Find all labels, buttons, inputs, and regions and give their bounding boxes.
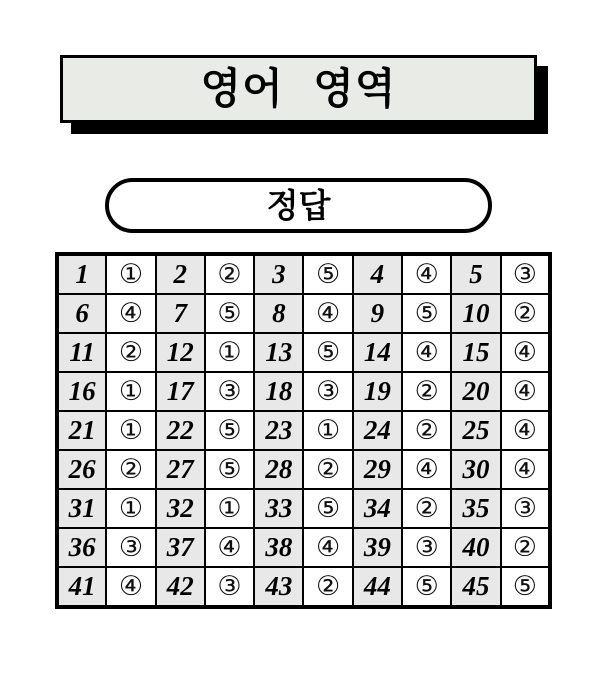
question-number-cell: 20	[451, 372, 500, 411]
answer-choice-cell: ④	[402, 254, 451, 294]
answer-choice-cell: ④	[303, 294, 352, 333]
answer-choice-cell: ④	[402, 333, 451, 372]
question-number-cell: 2	[156, 254, 205, 294]
answer-choice-cell: ②	[402, 372, 451, 411]
answer-choice-cell: ④	[501, 411, 550, 450]
answer-choice-cell: ②	[303, 450, 352, 489]
answer-choice-cell: ②	[303, 567, 352, 607]
answer-choice-cell: ①	[303, 411, 352, 450]
answer-choice-cell: ②	[402, 489, 451, 528]
question-number-cell: 26	[57, 450, 106, 489]
question-number-cell: 6	[57, 294, 106, 333]
answer-pill	[105, 178, 492, 233]
question-number-cell: 4	[353, 254, 402, 294]
answer-choice-cell: ④	[402, 450, 451, 489]
question-number-cell: 5	[451, 254, 500, 294]
answer-choice-cell: ②	[501, 528, 550, 567]
answer-choice-cell: ①	[106, 489, 155, 528]
answer-choice-cell: ②	[402, 411, 451, 450]
answer-choice-cell: ⑤	[501, 567, 550, 607]
question-number-cell: 9	[353, 294, 402, 333]
answer-choice-cell: ③	[205, 567, 254, 607]
question-number-cell: 41	[57, 567, 106, 607]
answer-choice-cell: ③	[402, 528, 451, 567]
answer-choice-cell: ④	[205, 528, 254, 567]
answer-choice-cell: ②	[106, 450, 155, 489]
question-number-cell: 35	[451, 489, 500, 528]
answer-choice-cell: ④	[106, 294, 155, 333]
question-number-cell: 30	[451, 450, 500, 489]
answer-choice-cell: ③	[205, 372, 254, 411]
question-number-cell: 27	[156, 450, 205, 489]
section-title-box	[60, 55, 537, 123]
question-number-cell: 7	[156, 294, 205, 333]
question-number-cell: 12	[156, 333, 205, 372]
question-number-cell: 1	[57, 254, 106, 294]
answer-table-row	[57, 294, 550, 333]
answer-choice-cell: ④	[501, 372, 550, 411]
answer-table-body	[57, 254, 550, 607]
question-number-cell: 21	[57, 411, 106, 450]
answer-pill-label: 정답	[266, 186, 331, 225]
answer-choice-cell: ③	[106, 528, 155, 567]
question-number-cell: 25	[451, 411, 500, 450]
question-number-cell: 8	[254, 294, 303, 333]
answer-table-row	[57, 333, 550, 372]
answer-choice-cell: ①	[205, 333, 254, 372]
answer-table-row	[57, 411, 550, 450]
answer-table-row	[57, 450, 550, 489]
question-number-cell: 34	[353, 489, 402, 528]
question-number-cell: 13	[254, 333, 303, 372]
question-number-cell: 42	[156, 567, 205, 607]
question-number-cell: 23	[254, 411, 303, 450]
answer-choice-cell: ④	[303, 528, 352, 567]
question-number-cell: 16	[57, 372, 106, 411]
answer-choice-cell: ④	[501, 450, 550, 489]
answer-table	[55, 252, 552, 609]
question-number-cell: 33	[254, 489, 303, 528]
answer-choice-cell: ⑤	[303, 333, 352, 372]
answer-choice-cell: ③	[501, 254, 550, 294]
question-number-cell: 37	[156, 528, 205, 567]
answer-choice-cell: ⑤	[303, 254, 352, 294]
question-number-cell: 40	[451, 528, 500, 567]
question-number-cell: 32	[156, 489, 205, 528]
question-number-cell: 28	[254, 450, 303, 489]
answer-table-row	[57, 489, 550, 528]
answer-choice-cell: ②	[205, 254, 254, 294]
question-number-cell: 14	[353, 333, 402, 372]
answer-choice-cell: ⑤	[303, 489, 352, 528]
answer-choice-cell: ①	[106, 372, 155, 411]
question-number-cell: 15	[451, 333, 500, 372]
question-number-cell: 44	[353, 567, 402, 607]
question-number-cell: 45	[451, 567, 500, 607]
answer-choice-cell: ①	[205, 489, 254, 528]
question-number-cell: 39	[353, 528, 402, 567]
answer-choice-cell: ⑤	[402, 567, 451, 607]
answer-choice-cell: ⑤	[205, 294, 254, 333]
answer-choice-cell: ③	[303, 372, 352, 411]
answer-choice-cell: ②	[106, 333, 155, 372]
answer-choice-cell: ①	[106, 411, 155, 450]
question-number-cell: 19	[353, 372, 402, 411]
question-number-cell: 22	[156, 411, 205, 450]
section-title: 영어 영역	[200, 64, 397, 113]
answer-choice-cell: ③	[501, 489, 550, 528]
question-number-cell: 24	[353, 411, 402, 450]
question-number-cell: 29	[353, 450, 402, 489]
answer-choice-cell: ④	[106, 567, 155, 607]
answer-choice-cell: ②	[501, 294, 550, 333]
answer-table-row	[57, 372, 550, 411]
answer-choice-cell: ⑤	[205, 411, 254, 450]
answer-table-row	[57, 254, 550, 294]
question-number-cell: 3	[254, 254, 303, 294]
question-number-cell: 17	[156, 372, 205, 411]
answer-choice-cell: ④	[501, 333, 550, 372]
question-number-cell: 18	[254, 372, 303, 411]
question-number-cell: 43	[254, 567, 303, 607]
answer-choice-cell: ⑤	[402, 294, 451, 333]
answer-choice-cell: ⑤	[205, 450, 254, 489]
answer-choice-cell: ①	[106, 254, 155, 294]
answer-table-row	[57, 567, 550, 607]
question-number-cell: 36	[57, 528, 106, 567]
question-number-cell: 38	[254, 528, 303, 567]
question-number-cell: 10	[451, 294, 500, 333]
question-number-cell: 31	[57, 489, 106, 528]
answer-table-row	[57, 528, 550, 567]
question-number-cell: 11	[57, 333, 106, 372]
